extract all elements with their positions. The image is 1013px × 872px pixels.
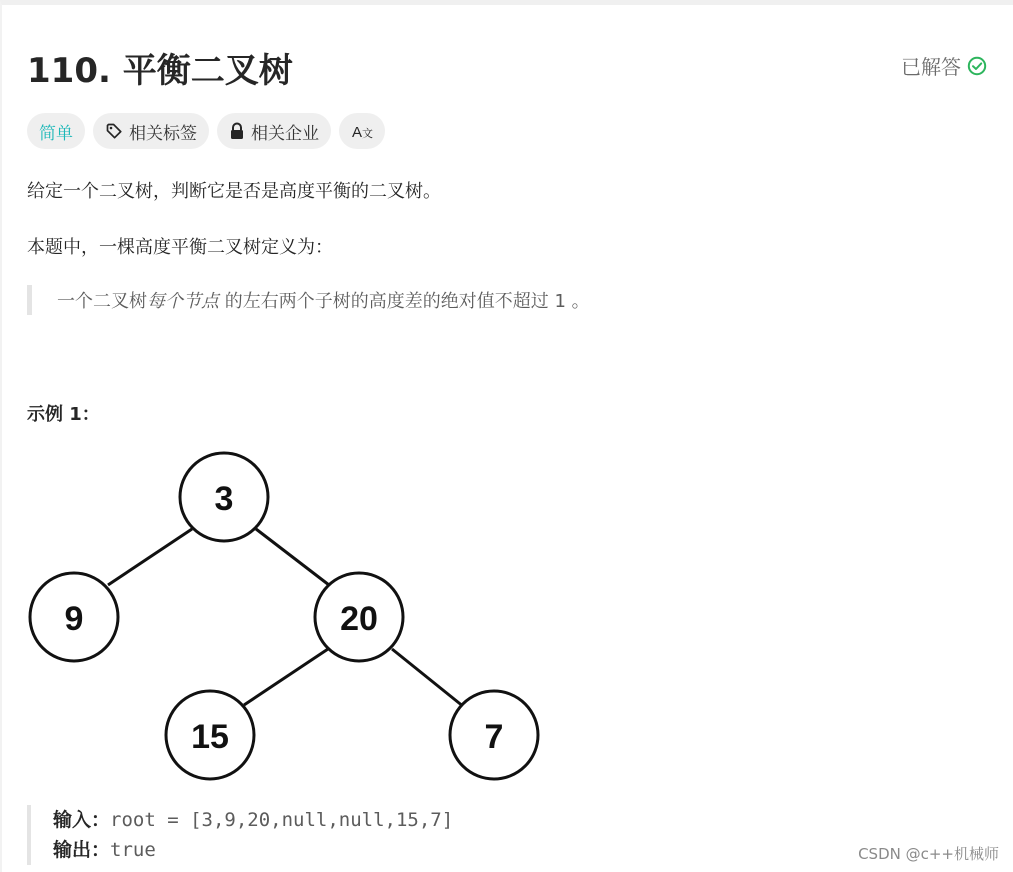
related-companies-label: 相关企业 (251, 123, 319, 144)
tree-node-label: 7 (484, 718, 504, 756)
tree-node-label: 9 (64, 600, 84, 638)
lock-icon (229, 122, 245, 140)
difficulty-badge (27, 113, 85, 149)
svg-text:A: A (352, 124, 363, 140)
tree-node-label: 3 (214, 480, 234, 518)
example-input-line (53, 805, 453, 835)
check-circle-icon (967, 56, 987, 76)
solved-label: 已解答 (901, 55, 961, 79)
related-tags-button[interactable] (93, 113, 209, 149)
description-intro: 给定一个二叉树，判断它是否是高度平衡的二叉树。 (27, 181, 441, 202)
translate-button[interactable] (339, 113, 385, 149)
quote-text-end: 的左右两个子树的高度差的绝对值不超过 1 。 (219, 291, 590, 312)
example-output-line (53, 835, 453, 865)
input-value: root = [3,9,20,null,null,15,7] (110, 809, 454, 831)
related-tags-label: 相关标签 (129, 123, 197, 144)
edge-3-20 (256, 529, 329, 585)
binary-tree-diagram (2, 445, 562, 790)
tag-icon (105, 122, 123, 140)
definition-lead: 本题中，一棵高度平衡二叉树定义为： (27, 237, 333, 258)
tree-node (166, 691, 254, 779)
example-io-block (27, 805, 453, 865)
tag-row (27, 113, 385, 149)
definition-quote (27, 285, 590, 315)
difficulty-label: 简单 (39, 123, 73, 144)
output-value: true (110, 839, 156, 861)
edge-3-9 (108, 529, 192, 585)
quote-text-start: 一个二叉树 (57, 291, 147, 312)
tree-node (180, 453, 268, 541)
tree-node (450, 691, 538, 779)
svg-text:文: 文 (362, 128, 373, 140)
edge-20-15 (244, 649, 328, 705)
tree-node-label: 20 (340, 600, 378, 638)
tree-node-label: 15 (191, 718, 229, 756)
input-label: 输入： (53, 809, 111, 831)
output-label: 输出： (53, 839, 111, 861)
example-title: 示例 1： (27, 404, 100, 425)
quote-emphasis: 每个节点 (147, 291, 219, 312)
tree-node (315, 573, 403, 661)
solved-status (901, 51, 987, 80)
translate-icon (351, 122, 373, 140)
problem-title: 110. 平衡二叉树 (27, 51, 293, 91)
edge-20-7 (392, 649, 464, 707)
related-companies-button[interactable] (217, 113, 331, 149)
tree-node (30, 573, 118, 661)
watermark: CSDN @c++机械师 (858, 845, 999, 863)
